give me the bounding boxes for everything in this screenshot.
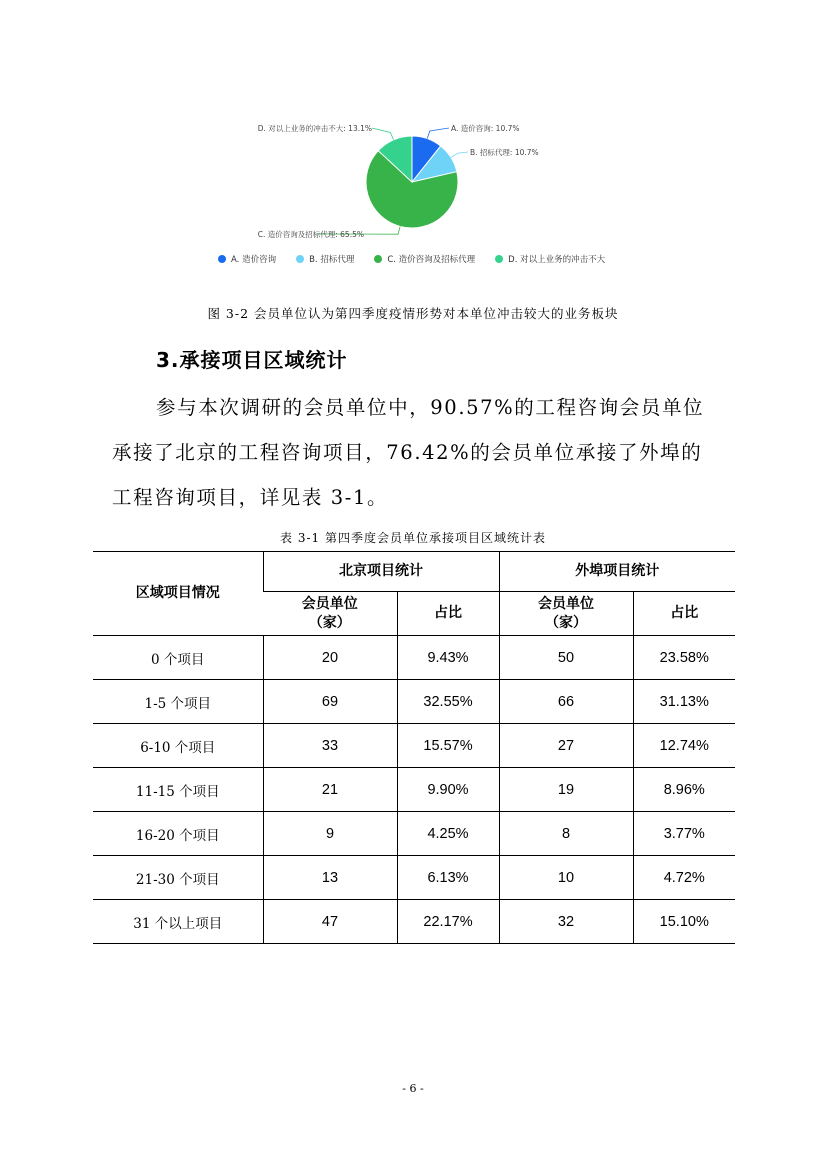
pie-callout-c: C. 造价咨询及招标代理: 65.5%: [257, 230, 364, 239]
table-cell-label: 1-5 个项目: [93, 680, 263, 724]
legend-label-a: A. 造价咨询: [231, 255, 277, 265]
table-caption: 表 3-1 第四季度会员单位承接项目区域统计表: [280, 531, 546, 545]
pie-legend: [218, 253, 625, 265]
pie-chart: [0, 0, 826, 290]
table-cell-bj-pct: 15.57%: [397, 724, 499, 768]
subheader-line: （家）: [308, 614, 351, 631]
paragraph-line-3: 工程咨询项目，详见表 3-1。: [112, 486, 389, 509]
table-row: [93, 768, 735, 812]
subheader-line: （家）: [545, 614, 587, 631]
table-cell-wb-count: 66: [499, 680, 633, 724]
pie-callout-d: D. 对以上业务的冲击不大: 13.1%: [257, 124, 372, 133]
table-subheader-wb-count: [499, 592, 633, 636]
table-subheader-wb-pct: [633, 592, 735, 636]
pie-callout-a: A. 造价咨询: 10.7%: [451, 124, 520, 133]
table-cell-bj-count: 47: [263, 900, 397, 944]
table-cell-bj-pct: 22.17%: [397, 900, 499, 944]
legend-item-b: [296, 253, 354, 265]
table-corner-header: 区域项目情况: [93, 552, 263, 636]
subheader-line: 会员单位: [301, 595, 358, 612]
table-cell-wb-count: 32: [499, 900, 633, 944]
subheader-line: 占比: [670, 605, 699, 621]
body-paragraph: [112, 385, 722, 520]
legend-label-b: B. 招标代理: [309, 255, 355, 265]
legend-marker-a: [218, 255, 226, 263]
legend-item-a: [218, 253, 276, 265]
legend-marker-c: [374, 255, 382, 263]
table-cell-wb-count: 27: [499, 724, 633, 768]
paragraph-line-2: 承接了北京的工程咨询项目，76.42%的会员单位承接了外埠的: [112, 441, 703, 464]
table-cell-label: 11-15 个项目: [93, 768, 263, 812]
subheader-line: 会员单位: [538, 595, 594, 612]
region-stats-table: [93, 551, 735, 944]
table-subheader-bj-pct: [397, 592, 499, 636]
table-cell-wb-pct: 23.58%: [633, 636, 735, 680]
table-row: [93, 900, 735, 944]
table-cell-wb-count: 19: [499, 768, 633, 812]
table-cell-bj-pct: 6.13%: [397, 856, 499, 900]
paragraph-line-1: 参与本次调研的会员单位中，90.57%的工程咨询会员单位: [156, 396, 705, 419]
legend-marker-b: [296, 255, 304, 263]
pie-slices: [366, 136, 458, 228]
pie-leader-line-a: [427, 128, 449, 139]
legend-marker-d: [495, 255, 503, 263]
table-group-header-waibu: 外埠项目统计: [499, 552, 735, 592]
table-cell-wb-count: 10: [499, 856, 633, 900]
table-cell-bj-count: 21: [263, 768, 397, 812]
table-cell-wb-pct: 3.77%: [633, 812, 735, 856]
table-cell-wb-pct: 12.74%: [633, 724, 735, 768]
table-subheader-bj-count: [263, 592, 397, 636]
legend-item-d: [495, 253, 605, 265]
table-cell-label: 6-10 个项目: [93, 724, 263, 768]
table-cell-bj-count: 13: [263, 856, 397, 900]
table-group-header-beijing: 北京项目统计: [263, 552, 499, 592]
table-row: [93, 724, 735, 768]
figure-caption: 图 3-2 会员单位认为第四季度疫情形势对本单位冲击较大的业务板块: [207, 306, 619, 321]
table-cell-bj-count: 20: [263, 636, 397, 680]
section-heading: 3.承接项目区域统计: [156, 348, 348, 372]
legend-item-c: [374, 253, 475, 265]
table-row: [93, 856, 735, 900]
table-cell-bj-count: 9: [263, 812, 397, 856]
table-cell-bj-pct: 9.90%: [397, 768, 499, 812]
table-row: [93, 812, 735, 856]
table-cell-label: 0 个项目: [93, 636, 263, 680]
table-cell-bj-pct: 9.43%: [397, 636, 499, 680]
pie-leader-line-d: [372, 128, 394, 140]
table-cell-label: 31 个以上项目: [93, 900, 263, 944]
pie-leader-line-b: [451, 152, 468, 157]
table-row: [93, 680, 735, 724]
table-cell-label: 16-20 个项目: [93, 812, 263, 856]
table-cell-bj-count: 33: [263, 724, 397, 768]
pie-callout-b: B. 招标代理: 10.7%: [470, 148, 539, 157]
subheader-line: 占比: [434, 605, 462, 621]
table-cell-wb-count: 8: [499, 812, 633, 856]
page-number: - 6 -: [402, 1082, 424, 1095]
table-cell-wb-pct: 15.10%: [633, 900, 735, 944]
table-cell-wb-pct: 8.96%: [633, 768, 735, 812]
table-cell-wb-pct: 4.72%: [633, 856, 735, 900]
table-row: [93, 636, 735, 680]
legend-label-c: C. 造价咨询及招标代理: [387, 255, 476, 265]
legend-label-d: D. 对以上业务的冲击不大: [508, 255, 606, 265]
table-cell-bj-pct: 32.55%: [397, 680, 499, 724]
table-cell-wb-count: 50: [499, 636, 633, 680]
table-cell-label: 21-30 个项目: [93, 856, 263, 900]
table-cell-bj-pct: 4.25%: [397, 812, 499, 856]
table-cell-bj-count: 69: [263, 680, 397, 724]
table-body: [93, 636, 735, 944]
table-cell-wb-pct: 31.13%: [633, 680, 735, 724]
